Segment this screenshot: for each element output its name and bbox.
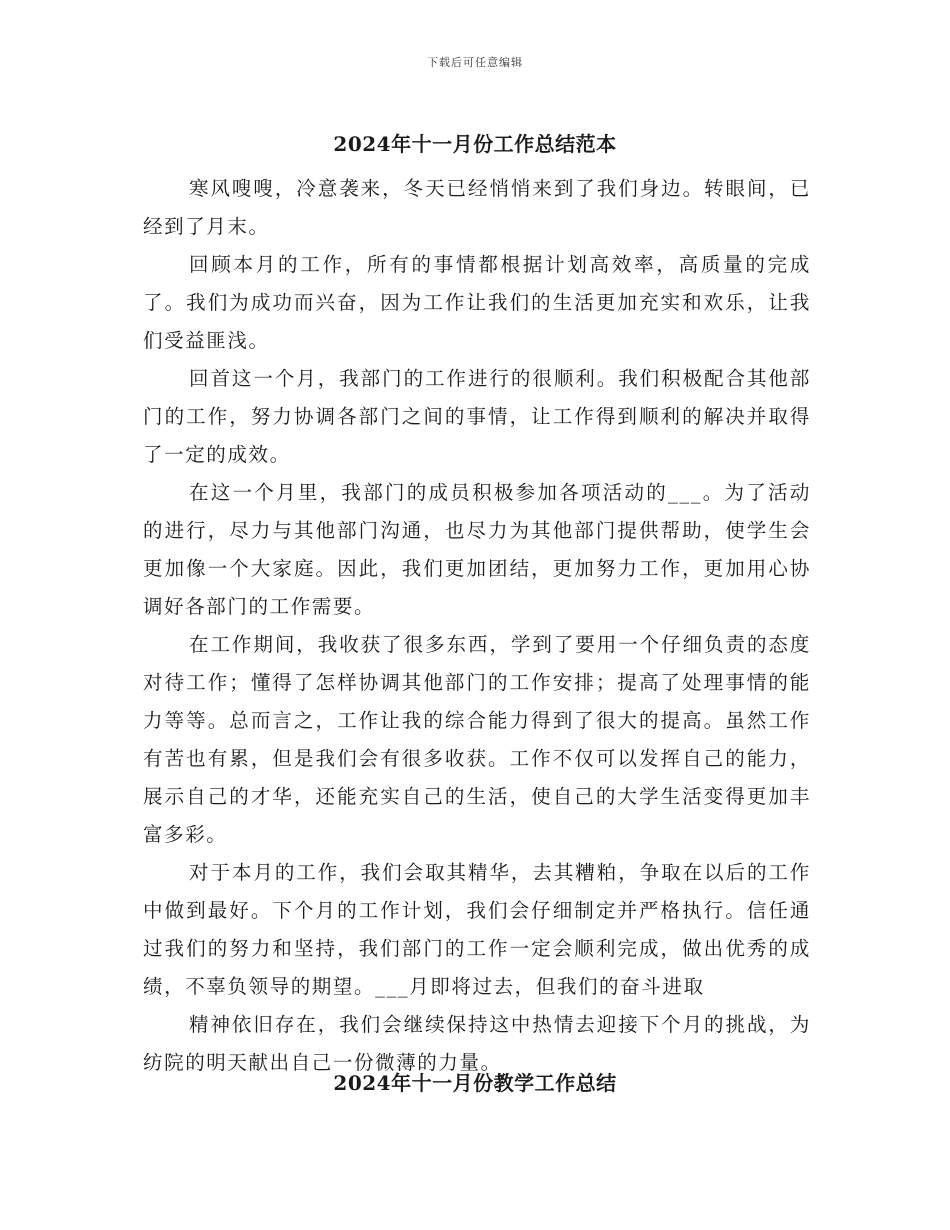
next-section-title: 2024年十一月份教学工作总结 <box>333 1071 617 1095</box>
paragraph: 在这一个月里，我部门的成员积极参加各项活动的___。为了活动的进行，尽力与其他部门沟通，也尽力为其他部门提供帮助，使学生会更加像一个大家庭。因此，我们更加团结，更加努力工作，更加用心协调好各部门的工作需要。 <box>143 481 811 618</box>
paragraph: 在工作期间，我收获了很多东西，学到了要用一个仔细负责的态度对待工作；懂得了怎样协调其他部门的工作安排；提高了处理事情的能力等等。总而言之，工作让我的综合能力得到了很大的提高。虽然工作有苦也有累，但是我们会有很多收获。工作不仅可以发挥自己的能力，展示自己的才华，还能充实自己的生活，使自己的大学生活变得更加丰富多彩。 <box>143 633 811 846</box>
paragraph: 对于本月的工作，我们会取其精华，去其糟粕，争取在以后的工作中做到最好。下个月的工作计划，我们会仔细制定并严格执行。信任通过我们的努力和坚持，我们部门的工作一定会顺利完成，做出优秀的成绩，不辜负领导的期望。___月即将过去，但我们的奋斗进取 <box>143 861 811 998</box>
document-title: 2024年十一月份工作总结范本 <box>333 132 617 156</box>
paragraph: 回首这一个月，我部门的工作进行的很顺利。我们积极配合其他部门的工作，努力协调各部门之间的事情，让工作得到顺利的解决并取得了一定的成效。 <box>143 367 811 466</box>
document-body <box>143 170 811 1082</box>
paragraph: 回顾本月的工作，所有的事情都根据计划高效率，高质量的完成了。我们为成功而兴奋，因为工作让我们的生活更加充实和欢乐，让我们受益匪浅。 <box>143 253 811 352</box>
paragraph: 寒风嗖嗖，冷意袭来，冬天已经悄悄来到了我们身边。转眼间，已经到了月末。 <box>143 177 811 238</box>
paragraph: 精神依旧存在，我们会继续保持这中热情去迎接下个月的挑战，为纺院的明天献出自己一份微薄的力量。 <box>143 1013 811 1074</box>
header-note: 下载后可任意编辑 <box>427 56 523 69</box>
